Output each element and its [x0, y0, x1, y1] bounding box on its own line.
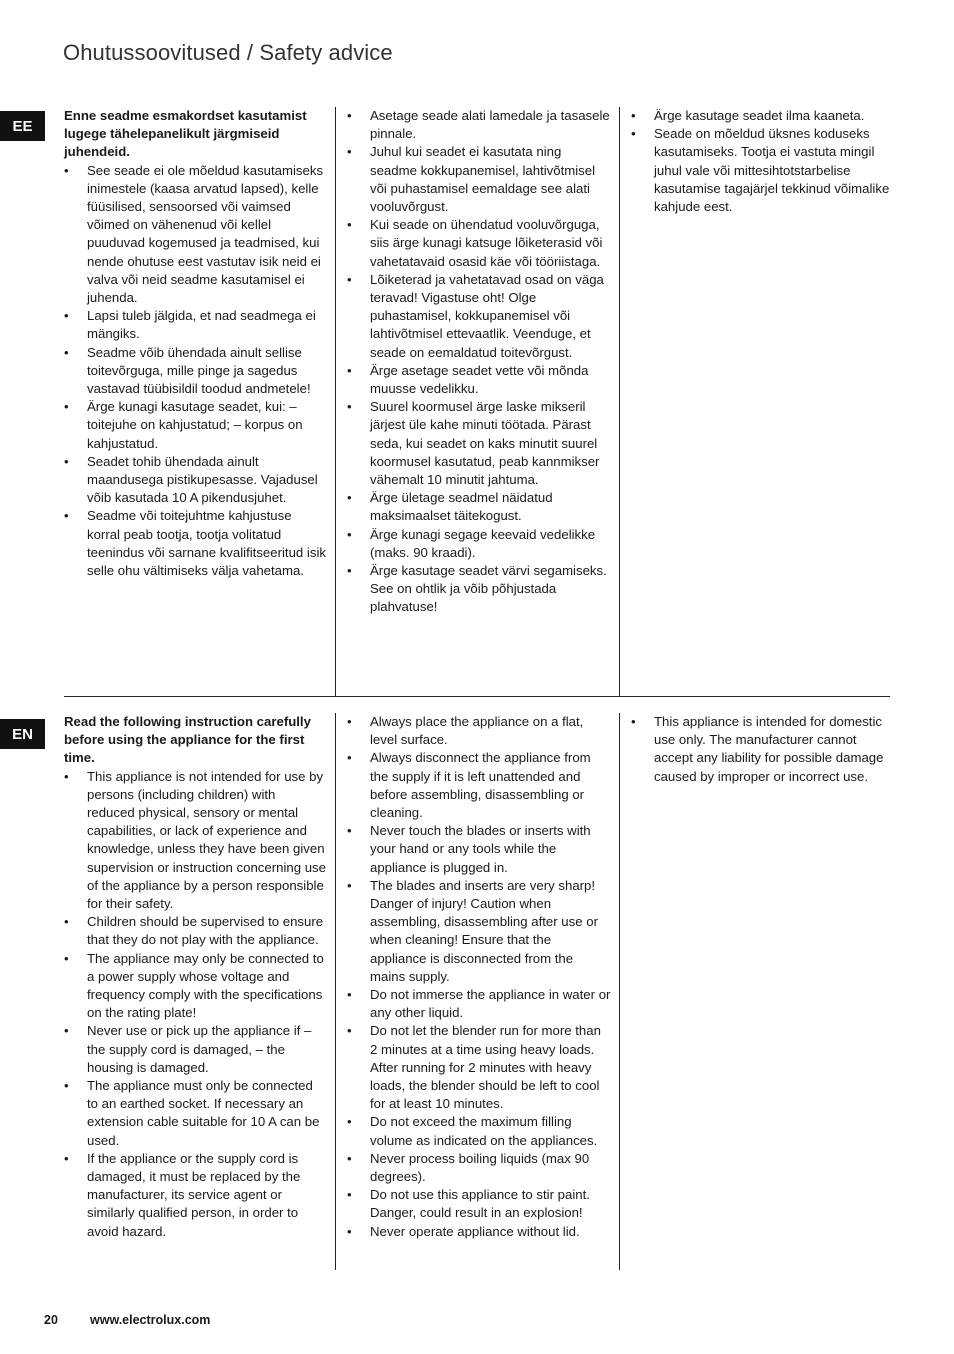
list-item: • Never operate appliance without lid.	[347, 1223, 611, 1241]
list-item: • Do not immerse the appliance in water or any other liquid.	[347, 986, 611, 1022]
list-item: • Ärge kasutage seadet värvi segamiseks. See on ohtlik ja võib põhjustada plahvatuse!	[347, 562, 611, 617]
list-item: • The blades and inserts are very sharp! Danger of injury! Caution when assembling, disassembling after use or when cleaning! Ensure that the appliance is disconnected from the mains supply.	[347, 877, 611, 986]
list-item: • Seadme võib ühendada ainult sellise toitevõrguga, mille pinge ja sagedus vastavad tüübisildil toodud andmetele!	[64, 344, 326, 399]
list-item: • Ärge ületage seadmel näidatud maksimaalset täitekogust.	[347, 489, 611, 525]
ee-column-3	[631, 107, 893, 216]
en-column-1	[64, 713, 326, 1241]
footer-url[interactable]: www.electrolux.com	[90, 1313, 211, 1327]
list-item: • Lõiketerad ja vahetatavad osad on väga teravad! Vigastuse oht! Olge puhastamisel, kokkupanemisel või lahtivõtmisel ettevaatlik. Veenduge, et seade on eemaldatud toitevõrgust.	[347, 271, 611, 362]
section-divider	[64, 696, 890, 697]
list-item: • Ärge kunagi segage keevaid vedelikke (maks. 90 kraadi).	[347, 526, 611, 562]
list-item: • Always disconnect the appliance from the supply if it is left unattended and before assembling, disassembling or cleaning.	[347, 749, 611, 822]
list-item: • Juhul kui seadet ei kasutata ning seadme kokkupanemisel, lahtivõtmisel või puhastamisel eemaldage see alati vooluvõrgust.	[347, 143, 611, 216]
list-item: • Children should be supervised to ensure that they do not play with the appliance.	[64, 913, 326, 949]
list-item: • Ärge kunagi kasutage seadet, kui: – toitejuhe on kahjustatud; – korpus on kahjustatud.	[64, 398, 326, 453]
list-item: • Do not exceed the maximum filling volume as indicated on the appliances.	[347, 1113, 611, 1149]
list-item: • The appliance must only be connected to an earthed socket. If necessary an extension cable suitable for 10 A can be used.	[64, 1077, 326, 1150]
list-item: • If the appliance or the supply cord is damaged, it must be replaced by the manufacturer, its service agent or similarly qualified person, in order to avoid hazard.	[64, 1150, 326, 1241]
list-item: • Seade on mõeldud üksnes koduseks kasutamiseks. Tootja ei vastuta mingil juhul vale või mittesihtotstarbelise kasutamise tagajärjel tekkinud võimalike kahjude eest.	[631, 125, 893, 216]
en-list-2	[347, 713, 611, 1241]
ee-column-2	[347, 107, 611, 617]
column-divider	[619, 713, 620, 1270]
page-number: 20	[44, 1313, 58, 1327]
en-column-2	[347, 713, 611, 1241]
column-divider	[335, 713, 336, 1270]
list-item: • See seade ei ole mõeldud kasutamiseks inimestele (kaasa arvatud lapsed), kelle füüsilised, sensoorsed või vaimsed võimed on vähenenud või kellel puuduvad kogemused ja teadmised, kui nende ohutuse eest vastutav isik neid ei valva või neid seadme kasutamisel ei juhenda.	[64, 162, 326, 308]
column-divider	[335, 107, 336, 697]
ee-list-2	[347, 107, 611, 617]
list-item: • Suurel koormusel ärge laske mikseril järjest üle kahe minuti töötada. Pärast seda, kui seadet on kaks minutit suurel koormusel kasutatud, peab kannmikser vähemalt 10 minutit jahtuma.	[347, 398, 611, 489]
list-item: • Lapsi tuleb jälgida, et nad seadmega ei mängiks.	[64, 307, 326, 343]
column-divider	[619, 107, 620, 697]
list-item: • This appliance is intended for domestic use only. The manufacturer cannot accept any liability for possible damage caused by improper or incorrect use.	[631, 713, 893, 786]
list-item: • Never process boiling liquids (max 90 degrees).	[347, 1150, 611, 1186]
list-item: • Seadme või toitejuhtme kahjustuse korral peab tootja, tootja volitatud teenindus või sarnane kvalifitseeritud isik selle ohu vältimiseks välja vahetama.	[64, 507, 326, 580]
ee-list-3	[631, 107, 893, 216]
ee-list-1	[64, 162, 326, 581]
list-item: • Asetage seade alati lamedale ja tasasele pinnale.	[347, 107, 611, 143]
ee-column-1	[64, 107, 326, 580]
en-column-3	[631, 713, 893, 786]
list-item: • Always place the appliance on a flat, level surface.	[347, 713, 611, 749]
list-item: • Do not let the blender run for more than 2 minutes at a time using heavy loads. After running for 2 minutes with heavy loads, the blender should be left to cool for at least 10 minutes.	[347, 1022, 611, 1113]
list-item: • The appliance may only be connected to a power supply whose voltage and frequency comply with the specifications on the rating plate!	[64, 950, 326, 1023]
list-item: • Ärge asetage seadet vette või mõnda muusse vedelikku.	[347, 362, 611, 398]
list-item: • Ärge kasutage seadet ilma kaaneta.	[631, 107, 893, 125]
list-item: • Do not use this appliance to stir paint. Danger, could result in an explosion!	[347, 1186, 611, 1222]
page-title: Ohutussoovitused / Safety advice	[63, 40, 393, 65]
list-item: • Seadet tohib ühendada ainult maandusega pistikupesasse. Vajadusel võib kasutada 10 A pikendusjuhet.	[64, 453, 326, 508]
en-list-3	[631, 713, 893, 786]
list-item: • Kui seade on ühendatud vooluvõrguga, siis ärge kunagi katsuge lõiketerasid või vahetatavaid osasid käe või tööriistaga.	[347, 216, 611, 271]
list-item: • Never use or pick up the appliance if – the supply cord is damaged, – the housing is damaged.	[64, 1022, 326, 1077]
language-tab-ee: EE	[0, 111, 45, 141]
ee-intro: Enne seadme esmakordset kasutamist lugege tähelepanelikult järgmiseid juhendeid.	[64, 108, 307, 160]
list-item: • Never touch the blades or inserts with your hand or any tools while the appliance is plugged in.	[347, 822, 611, 877]
language-tab-en: EN	[0, 719, 45, 749]
list-item: • This appliance is not intended for use by persons (including children) with reduced physical, sensory or mental capabilities, or lack of experience and knowledge, unless they have been given supervision or instruction concerning use of the appliance by a person responsible for their safety.	[64, 768, 326, 914]
en-intro: Read the following instruction carefully before using the appliance for the first time.	[64, 714, 311, 766]
en-list-1	[64, 768, 326, 1241]
